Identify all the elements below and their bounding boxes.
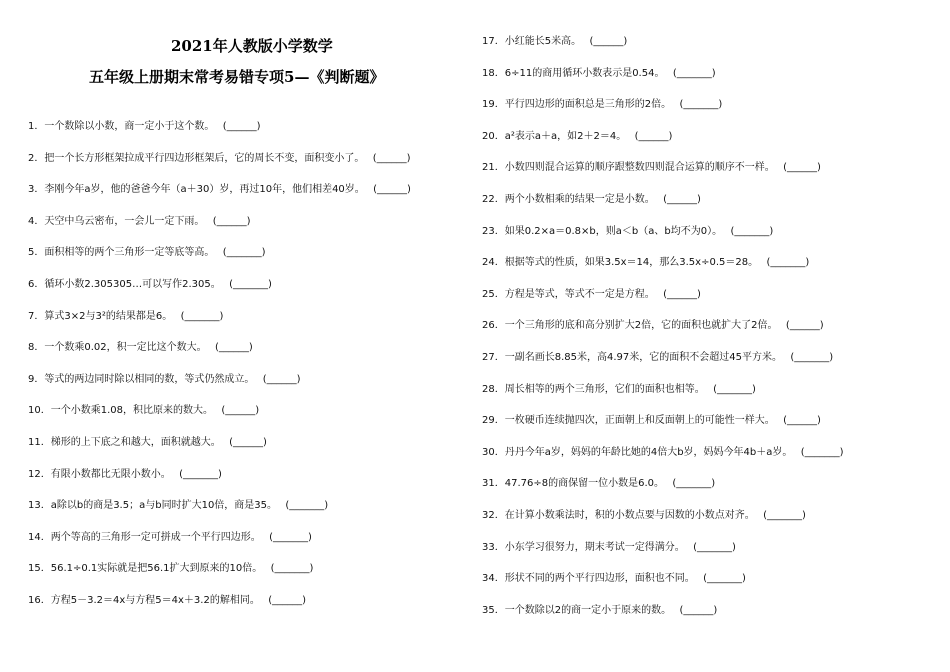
answer-blank[interactable]: (______)	[262, 373, 301, 385]
question-item	[482, 96, 932, 128]
answer-blank[interactable]: (______)	[222, 121, 261, 132]
answer-blank[interactable]: (_______)	[693, 541, 736, 553]
question-item	[28, 308, 468, 340]
question-text: 1．一个数除以小数，商一定小于这个数。	[28, 121, 215, 132]
question-item	[482, 223, 932, 255]
question-item	[482, 65, 932, 97]
answer-blank[interactable]: (_______)	[285, 500, 329, 512]
question-item	[482, 381, 932, 413]
question-item	[28, 402, 468, 434]
question-item	[482, 33, 932, 65]
question-item	[482, 317, 932, 349]
answer-blank[interactable]: (_______)	[270, 563, 314, 575]
answer-blank[interactable]: (_______)	[672, 478, 716, 490]
question-item	[482, 349, 932, 381]
question-text: 20．a²表示a＋a，如2＋2＝4。	[482, 130, 627, 142]
question-item	[28, 497, 468, 529]
question-text: 29．一枚硬币连续抛四次，正面朝上和反面朝上的可能性一样大。	[482, 415, 775, 427]
question-item	[28, 529, 468, 561]
question-text: 2．把一个长方形框架拉成平行四边形框架后，它的周长不变，面积变小了。	[28, 152, 365, 164]
answer-blank[interactable]: (_______)	[269, 531, 312, 543]
question-text: 26．一个三角形的底和高分别扩大2倍，它的面积也就扩大了2倍。	[482, 320, 778, 332]
question-list-right	[482, 33, 932, 633]
question-text: 6．循环小数2.305305…可以写作2.305。	[28, 278, 221, 290]
question-list-left	[28, 118, 468, 624]
answer-blank[interactable]: (______)	[663, 288, 701, 300]
answer-blank[interactable]: (______)	[663, 193, 701, 205]
question-text: 8．一个数乘0.02，积一定比这个数大。	[28, 342, 207, 354]
question-text: 13．a除以b的商是3.5；a与b同时扩大10倍，商是35。	[28, 500, 278, 512]
question-item	[482, 191, 932, 223]
answer-blank[interactable]: (______)	[589, 36, 628, 47]
answer-blank[interactable]: (_______)	[730, 225, 774, 237]
question-text: 25．方程是等式，等式不一定是方程。	[482, 288, 655, 300]
question-text: 12．有限小数都比无限小数小。	[28, 468, 171, 480]
question-item	[482, 570, 932, 602]
worksheet-subtitle: 五年级上册期末常考易错专项5—《判断题》	[89, 68, 385, 86]
answer-blank[interactable]: (______)	[785, 320, 824, 332]
answer-blank[interactable]: (_______)	[766, 257, 810, 269]
question-item	[482, 539, 932, 571]
answer-blank[interactable]: (______)	[212, 215, 251, 227]
question-item	[482, 444, 932, 476]
question-text: 31．47.76÷8的商保留一位小数是6.0。	[482, 478, 664, 490]
question-text: 24．根据等式的性质，如果3.5x＝14，那么3.5x÷0.5＝28。	[482, 257, 759, 269]
answer-blank[interactable]: (______)	[679, 604, 718, 616]
question-item	[28, 434, 468, 466]
question-text: 22．两个小数相乘的结果一定是小数。	[482, 193, 655, 205]
question-item	[482, 286, 932, 318]
question-text: 7．算式3×2与3²的结果都是6。	[28, 310, 173, 322]
question-item	[28, 371, 468, 403]
answer-blank[interactable]: (_______)	[703, 573, 746, 585]
question-text: 28．周长相等的两个三角形，它们的面积也相等。	[482, 383, 705, 395]
question-item	[28, 466, 468, 498]
question-item	[482, 507, 932, 539]
question-text: 3．李刚今年a岁，他的爸爸今年（a＋30）岁，再过10年，他们相差40岁。	[28, 184, 365, 196]
answer-blank[interactable]: (_______)	[229, 278, 272, 290]
answer-blank[interactable]: (_______)	[179, 468, 222, 480]
question-item	[28, 213, 468, 245]
question-text: 17．小红能长5米高。	[482, 36, 582, 47]
question-item	[28, 592, 468, 624]
question-item	[482, 254, 932, 286]
answer-blank[interactable]: (______)	[229, 436, 267, 448]
question-text: 15．56.1÷0.1实际就是把56.1扩大到原来的10倍。	[28, 563, 263, 575]
answer-blank[interactable]: (_______)	[672, 67, 716, 79]
question-text: 14．两个等高的三角形一定可拼成一个平行四边形。	[28, 531, 261, 543]
question-text: 18．6÷11的商用循环小数表示是0.54。	[482, 67, 665, 79]
question-text: 30．丹丹今年a岁，妈妈的年龄比她的4倍大b岁，妈妈今年4b＋a岁。	[482, 446, 793, 458]
question-item	[482, 475, 932, 507]
question-item	[482, 159, 932, 191]
answer-blank[interactable]: (______)	[634, 130, 673, 142]
question-text: 32．在计算小数乘法时，积的小数点要与因数的小数点对齐。	[482, 509, 755, 521]
answer-blank[interactable]: (______)	[373, 184, 411, 196]
question-item	[28, 244, 468, 276]
answer-blank[interactable]: (______)	[783, 415, 821, 427]
question-text: 19．平行四边形的面积总是三角形的2倍。	[482, 99, 672, 111]
question-text: 34．形状不同的两个平行四边形，面积也不同。	[482, 573, 695, 585]
question-text: 10．一个小数乘1.08，积比原来的数大。	[28, 405, 213, 417]
worksheet-title: 2021年人教版小学数学	[171, 37, 333, 55]
question-text: 16．方程5－3.2＝4x与方程5＝4x＋3.2的解相同。	[28, 594, 260, 606]
answer-blank[interactable]: (_______)	[800, 446, 844, 458]
question-text: 21．小数四则混合运算的顺序跟整数四则混合运算的顺序不一样。	[482, 162, 775, 174]
question-item	[482, 128, 932, 160]
answer-blank[interactable]: (_______)	[222, 247, 266, 259]
question-text: 27．一副名画长8.85米，高4.97米，它的面积不会超过45平方米。	[482, 351, 782, 363]
question-text: 11．梯形的上下底之和越大，面积就越大。	[28, 436, 221, 448]
question-text: 5．面积相等的两个三角形一定等底等高。	[28, 247, 215, 259]
answer-blank[interactable]: (______)	[783, 162, 821, 174]
question-item	[28, 276, 468, 308]
answer-blank[interactable]: (______)	[268, 594, 306, 606]
answer-blank[interactable]: (_______)	[180, 310, 224, 322]
question-item	[28, 150, 468, 182]
answer-blank[interactable]: (______)	[372, 152, 411, 164]
question-text: 4．天空中乌云密布，一会儿一定下雨。	[28, 215, 205, 227]
question-item	[28, 560, 468, 592]
question-text: 23．如果0.2×a＝0.8×b，则a＜b（a、b均不为0）。	[482, 225, 723, 237]
question-item	[28, 339, 468, 371]
question-item	[28, 181, 468, 213]
question-item	[28, 118, 468, 150]
answer-blank[interactable]: (______)	[215, 342, 253, 354]
answer-blank[interactable]: (______)	[221, 405, 260, 417]
answer-blank[interactable]: (_______)	[679, 99, 723, 111]
question-item	[482, 602, 932, 634]
question-text: 33．小东学习很努力，期末考试一定得满分。	[482, 541, 685, 553]
answer-blank[interactable]: (_______)	[790, 351, 834, 363]
question-text: 35．一个数除以2的商一定小于原来的数。	[482, 604, 672, 616]
question-item	[482, 412, 932, 444]
question-text: 9．等式的两边同时除以相同的数，等式仍然成立。	[28, 373, 255, 385]
answer-blank[interactable]: (_______)	[713, 383, 756, 395]
answer-blank[interactable]: (_______)	[763, 509, 806, 521]
